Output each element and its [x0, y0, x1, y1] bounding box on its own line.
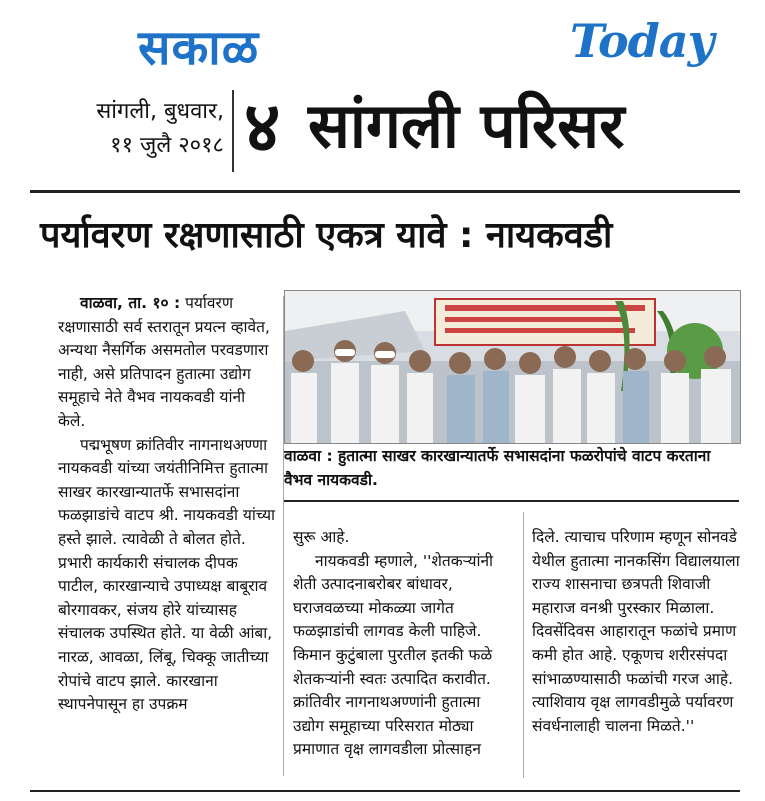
- sakal-logo: सकाळ: [138, 20, 260, 76]
- dateline: [52, 95, 224, 163]
- column-divider: [523, 512, 524, 778]
- news-photo: [284, 290, 741, 444]
- article-paragraph-text: पर्यावरण रक्षणासाठी सर्व स्तरातून प्रयत्न व्हावेत, अन्यथा नैसर्गिक असमतोल परवडणारा नाही, असे प्रतिपादन हुतात्मा उद्योग समूहाचे नेते वैभव नायकवडी यांनी केले.: [58, 294, 270, 430]
- article-headline: पर्यावरण रक्षणासाठी एकत्र यावे : नायकवडी: [40, 215, 613, 256]
- column-divider: [283, 296, 284, 776]
- article-column-2: [293, 526, 515, 762]
- article-paragraph: पद्मभूषण क्रांतिवीर नागनाथअण्णा नायकवडी यांच्या जयंतीनिमित्त हुतात्मा साखर कारखान्यातर्फे सभासदांना फळझाडांचे वाटप श्री. नायकवडी यांच्या हस्ते झाले. त्यावेळी ते बोलत होते. प्रभारी कार्यकारी संचालक दीपक पाटील, कारखान्याचे उपाध्यक्ष बाबूराव बोरगावकर, संजय होरे यांच्यासह संचालक उपस्थित होते. या वेळी आंबा, नारळ, आवळा, लिंबू, चिक्कू जातीच्या रोपांचे वाटप झाले. कारखाना स्थापनेपासून हा उपक्रम: [58, 435, 276, 714]
- article-dateline: वाळवा, ता. १० :: [80, 294, 181, 312]
- today-logo: Today: [570, 14, 714, 68]
- masthead-divider: [232, 90, 234, 172]
- article-column-1: [58, 292, 276, 717]
- article-paragraph: नायकवडी म्हणाले, ''शेतकऱ्यांनी शेती उत्पादनाबरोबर बांधावर, घराजवळच्या मोकळ्या जागेत फळझाडांची लागवड केली पाहिजे. किमान कुटुंबाला पुरतील इतकी फळे शेतकऱ्यांनी स्वतः उत्पादित करावीत. क्रांतिवीर नागनाथअण्णांनी हुतात्मा उद्योग समूहाच्या परिसरात मोठ्या प्रमाणात वृक्ष लागवडीला प्रोत्साहन: [293, 551, 494, 759]
- dateline-place-day: सांगली, बुधवार,: [96, 99, 224, 124]
- dateline-date: ११ जुलै २०१८: [110, 133, 224, 158]
- caption-rule: [284, 500, 739, 502]
- news-photo-illustration: [285, 291, 740, 443]
- section-title: सांगली परिसर: [308, 89, 625, 162]
- page-number: ४: [244, 86, 281, 168]
- article-column-3: [532, 526, 742, 738]
- article-paragraph: [58, 292, 276, 434]
- page-bottom-rule: [30, 790, 740, 792]
- article-paragraph: दिले. त्याचाच परिणाम म्हणून सोनवडे येथील हुतात्मा नानकसिंग विद्यालयाला राज्य शासनाचा छत्रपती शिवाजी महाराज वनश्री पुरस्कार मिळाला. दिवसेंदिवस आहारातून फळांचे प्रमाण कमी होत आहे. एकूणच शरीरसंपदा सांभाळण्यासाठी फळांची गरज आहे. त्याशिवाय वृक्ष लागवडीमुळे पर्यावरण संवर्धनालाही चालना मिळते.'': [532, 528, 740, 735]
- article-paragraph: सुरू आहे.: [293, 528, 350, 546]
- photo-caption: वाळवा : हुतात्मा साखर कारखान्यातर्फे सभासदांना फळरोपांचे वाटप करताना वैभव नायकवडी.: [284, 447, 711, 489]
- masthead-rule: [30, 190, 740, 193]
